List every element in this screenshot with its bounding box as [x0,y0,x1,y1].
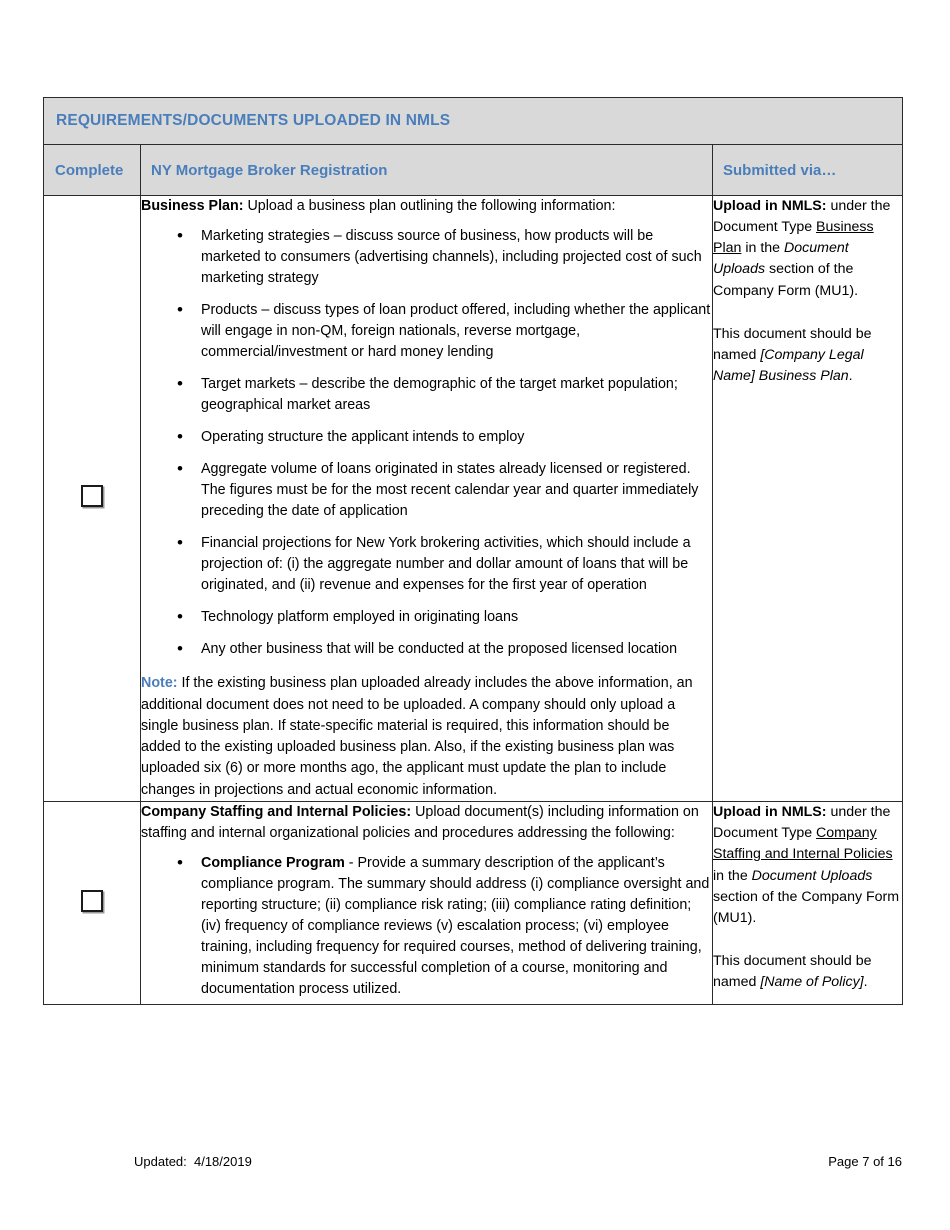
paragraph-spacer [713,929,902,951]
document-naming-paragraph [713,951,902,993]
submitted-via-cell-business-plan [713,196,903,802]
list-item: • Any other business that will be conducted at the proposed licensed location [141,639,712,660]
table-title-cell [44,98,903,145]
column-header-complete: Complete [55,161,124,179]
table-row [44,802,903,1005]
note-text: If the existing business plan uploaded already includes the above information, an additional document does not need to be uploaded. A company should only upload a single business plan. If state-specific material is required, this information should be added to the existing uploaded business plan. Also, if the existing business plan was uploaded six (6) or more months ago, the applicant must update the plan to include changes in projections and actual economic information. [141,675,693,798]
requirement-lead-text: Upload document(s) including information on staffing and internal organizational policies and procedures addressing the following: [141,804,699,842]
list-item: • Products – discuss types of loan product offered, including whether the applicant will engage in non-QM, foreign nationals, reverse mortgage, commercial/investment or hard money lending [141,300,712,363]
requirement-lead-text: Upload a business plan outlining the following information: [243,198,616,214]
requirement-note [141,673,712,801]
footer-updated-date: Updated: 4/18/2019 [134,1154,252,1169]
upload-in-nmls-label: Upload in NMLS: [713,804,827,821]
list-item: • Marketing strategies – discuss source of business, how products will be marketed to consumers (advertising channels), including projected cost of such marketing strategy [141,226,712,289]
naming-text-a: This document should be named [713,325,872,363]
document-uploads-section: Document Uploads [713,240,849,278]
requirement-cell-company-staffing [141,802,713,1005]
note-label: Note: [141,675,178,692]
column-header-requirement: NY Mortgage Broker Registration [151,161,388,179]
list-item [141,853,712,1000]
submitted-via-paragraph [713,196,902,302]
table-title: REQUIREMENTS/DOCUMENTS UPLOADED IN NMLS [56,112,451,129]
naming-text-b: . [848,368,853,385]
header-cell-requirement [141,145,713,196]
complete-cell-company-staffing [44,802,141,1005]
list-item-title: Compliance Program [201,855,345,872]
submitted-via-paragraph [713,802,902,929]
paragraph-spacer [713,302,902,324]
naming-text-b: . [863,974,868,991]
requirement-bullet-list [141,853,712,1000]
requirement-bullet-list [141,226,712,660]
submitted-text-b: in the [713,867,752,884]
table-row [44,196,903,802]
requirements-table [43,97,903,1005]
complete-cell-business-plan [44,196,141,802]
header-cell-submitted-via [713,145,903,196]
business-plan-complete-checkbox[interactable] [81,485,103,507]
list-item: • Operating structure the applicant intends to employ [141,427,712,448]
column-header-submitted-via: Submitted via… [723,161,837,179]
document-uploads-section: Document Uploads [751,867,873,884]
header-cell-complete [44,145,141,196]
requirement-title: Company Staffing and Internal Policies: [141,804,412,821]
footer-page-number: Page 7 of 16 [828,1154,902,1169]
naming-text-a: This document should be named [713,953,872,991]
document-name-template: [Company Legal Name] Business Plan [713,346,864,385]
submitted-text-b: in the [741,240,784,257]
document-naming-paragraph [713,324,902,387]
table-header-row [44,145,903,196]
requirement-title: Business Plan: [141,198,244,214]
submitted-via-cell-company-staffing [713,802,903,1005]
list-item: • Target markets – describe the demographic of the target market population; geographical market areas [141,374,712,416]
list-item: • Aggregate volume of loans originated in states already licensed or registered. The figures must be for the most recent calendar year and quarter immediately preceding the date of application [141,459,712,522]
submitted-text-a: under the Document Type [713,198,891,236]
upload-in-nmls-label: Upload in NMLS: [713,198,827,214]
requirement-lead [141,196,712,217]
requirement-cell-business-plan [141,196,713,802]
document-name-template: [Name of Policy] [760,974,864,991]
list-item: • Financial projections for New York brokering activities, which should include a projection of: (i) the aggregate number and dollar amount of loans that will be originated, and (ii) revenue and expenses for the first year of operation [141,533,712,596]
document-type-name: Business Plan [713,219,874,257]
submitted-text-c: section of the Company Form (MU1). [713,261,859,299]
list-item-text: - Provide a summary description of the applicant’s compliance program. The summary should address (i) compliance oversight and reporting structure; (ii) compliance risk rating; (iii) compliance rating definition; (iv) frequency of compliance reviews (v) escalation process; (vi) employee training, including frequency for required courses, method of delivering training, minimum standards for successful completion of a course, monitoring and documentation process utilized. [201,855,710,998]
requirement-lead [141,802,712,844]
document-type-name: Company Staffing and Internal Policies [713,825,893,863]
list-item: • Technology platform employed in originating loans [141,607,712,628]
table-title-row [44,98,903,145]
submitted-text-a: under the Document Type [713,804,891,842]
submitted-text-c: section of the Company Form (MU1). [713,888,900,926]
company-staffing-complete-checkbox[interactable] [81,890,103,912]
